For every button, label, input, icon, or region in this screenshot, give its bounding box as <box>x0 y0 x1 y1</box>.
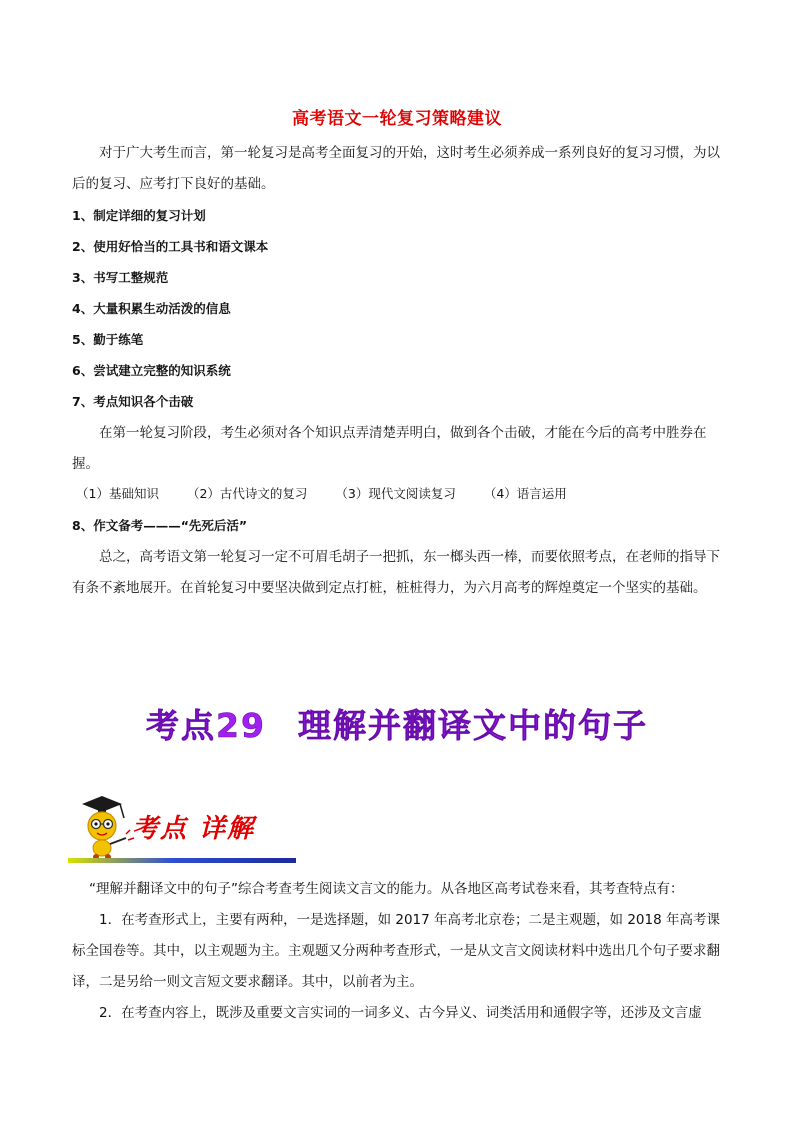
sub-item: （2）古代诗文的复习 <box>186 486 308 501</box>
sub-item-list <box>76 484 591 502</box>
sub-item: （1）基础知识 <box>76 486 159 501</box>
topic-heading <box>0 700 794 747</box>
detail-point-2: 2．在考查内容上，既涉及重要文言实词的一词多义、古今异义、词类活用和通假字等，还涉及文言虚 <box>99 1005 702 1021</box>
detail-point-1: 1．在考查形式上，主要有两种，一是选择题，如 2017 年高考北京卷；二是主观题，如 2018 年高考课标全国卷等。其中，以主观题为主。主观题又分两种考查形式，一是从文言文阅读材料中选出几个句子要求翻译，二是另给一则文言短文要求翻译。其中，以前者为主。 <box>72 912 720 990</box>
strategy-item-1: 1、制定详细的复习计划 <box>72 208 206 223</box>
strategy-item-8: 8、作文备考———“先死后活” <box>72 518 248 533</box>
strategy-conclusion: 总之，高考语文第一轮复习一定不可眉毛胡子一把抓，东一榔头西一棒，而要依照考点，在老师的指导下有条不紊地展开。在首轮复习中要坚决做到定点打桩，桩桩得力，为六月高考的辉煌奠定一个坚实的基础。 <box>72 549 720 596</box>
sub-item: （4）语言运用 <box>483 486 567 501</box>
strategy-title: 高考语文一轮复习策略建议 <box>292 109 502 129</box>
item7-description: 在第一轮复习阶段，考生必须对各个知识点弄清楚弄明白，做到各个击破，才能在今后的高考中胜券在握。 <box>72 425 707 472</box>
detail-intro: “理解并翻译文中的句子”综合考查考生阅读文言文的能力。从各地区高考试卷来看，其考查特点有： <box>89 881 684 897</box>
topic-number: 考点29 <box>146 706 266 745</box>
strategy-item-4: 4、大量积累生动活泼的信息 <box>72 301 231 316</box>
sub-item: （3）现代文阅读复习 <box>335 486 456 501</box>
strategy-intro: 对于广大考生而言，第一轮复习是高考全面复习的开始，这时考生必须养成一系列良好的复习习惯，为以后的复习、应考打下良好的基础。 <box>72 145 720 192</box>
strategy-item-3: 3、书写工整规范 <box>72 270 169 285</box>
strategy-item-5: 5、勤于练笔 <box>72 332 144 347</box>
strategy-item-6: 6、尝试建立完整的知识系统 <box>72 363 231 378</box>
banner-underline <box>68 858 296 863</box>
section-banner-label: 考点 详解 <box>132 814 256 844</box>
strategy-item-2: 2、使用好恰当的工具书和语文课本 <box>72 239 269 254</box>
topic-title: 理解并翻译文中的句子 <box>297 706 648 745</box>
strategy-item-7: 7、考点知识各个击破 <box>72 394 194 409</box>
